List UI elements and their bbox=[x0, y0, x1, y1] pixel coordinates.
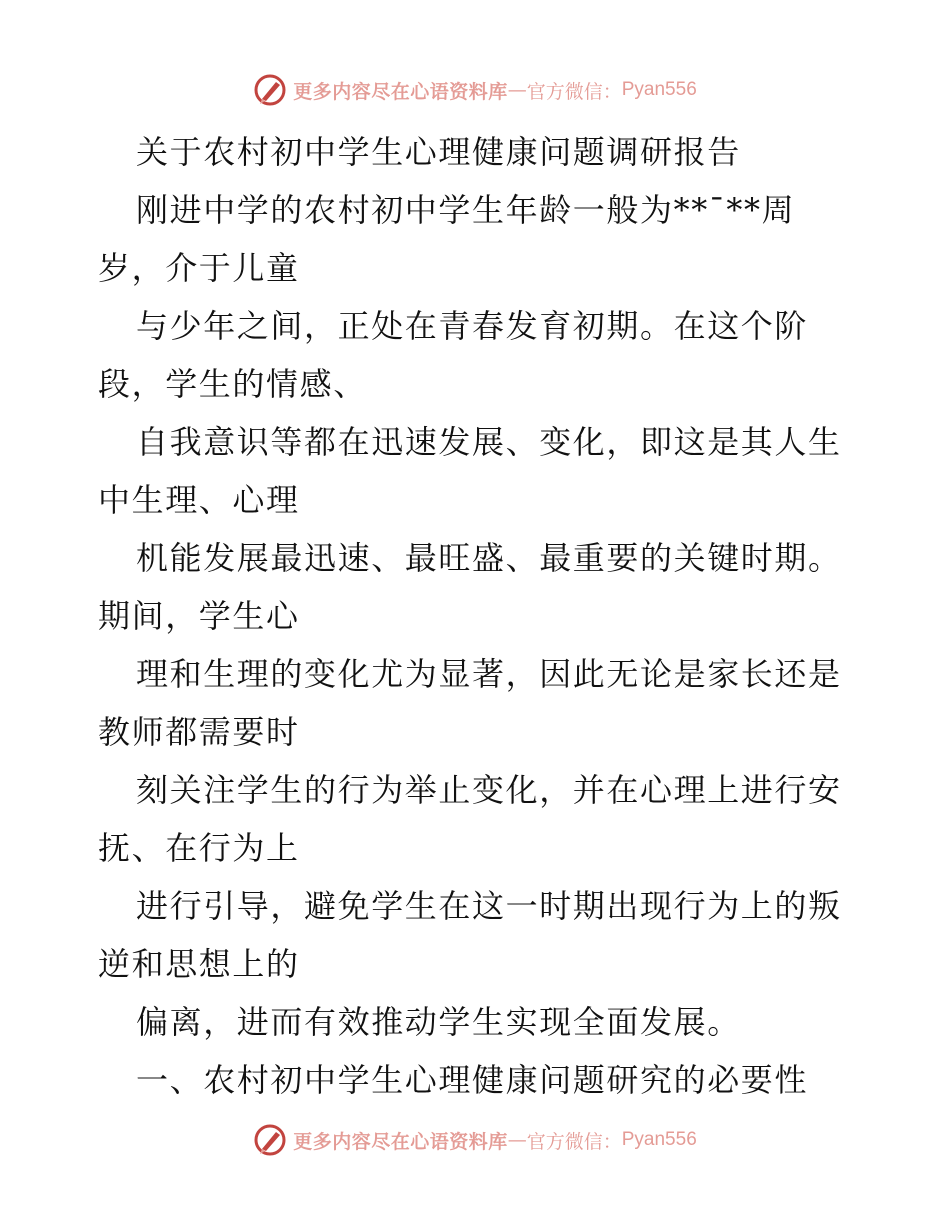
paragraph-line: 理和生理的变化尤为显著，因此无论是家长还是 bbox=[136, 655, 842, 693]
paragraph-line: 段，学生的情感、 bbox=[98, 365, 367, 403]
paragraph-line: 中生理、心理 bbox=[98, 481, 300, 519]
paragraph-line: 刚进中学的农村初中学生年龄一般为**¯**周 bbox=[136, 191, 796, 229]
paragraph-line: 期间，学生心 bbox=[98, 597, 300, 635]
paragraph-line: 抚、在行为上 bbox=[98, 829, 300, 867]
document-body bbox=[98, 123, 858, 1109]
pen-logo-icon bbox=[253, 1123, 287, 1157]
pen-logo-icon bbox=[253, 73, 287, 107]
footer-watermark-banner bbox=[0, 1120, 950, 1160]
banner-main-text: 更多内容尽在心语资料库 bbox=[293, 80, 508, 103]
banner-wechat-id: Pyan556 bbox=[621, 79, 697, 100]
banner-main-text: 更多内容尽在心语资料库 bbox=[293, 1130, 508, 1153]
section-heading: 一、农村初中学生心理健康问题研究的必要性 bbox=[136, 1061, 809, 1099]
paragraph-line: 教师都需要时 bbox=[98, 713, 300, 751]
header-watermark-banner bbox=[0, 70, 950, 110]
document-title: 关于农村初中学生心理健康问题调研报告 bbox=[136, 133, 741, 171]
banner-contact-label: 官方微信： bbox=[526, 80, 622, 103]
banner-wechat-id: Pyan556 bbox=[621, 1129, 697, 1150]
banner-separator: — bbox=[507, 79, 527, 101]
paragraph-line: 偏离，进而有效推动学生实现全面发展。 bbox=[136, 1003, 741, 1041]
banner-separator: — bbox=[507, 1129, 527, 1151]
banner-text bbox=[293, 77, 697, 104]
paragraph-line: 与少年之间，正处在青春发育初期。在这个阶 bbox=[136, 307, 809, 345]
banner-contact-label: 官方微信： bbox=[526, 1130, 622, 1153]
paragraph-line: 刻关注学生的行为举止变化，并在心理上进行安 bbox=[136, 771, 842, 809]
paragraph-line: 机能发展最迅速、最旺盛、最重要的关键时期。 bbox=[136, 539, 842, 577]
paragraph-line: 进行引导，避免学生在这一时期出现行为上的叛 bbox=[136, 887, 842, 925]
paragraph-line: 自我意识等都在迅速发展、变化，即这是其人生 bbox=[136, 423, 842, 461]
paragraph-line: 岁，介于儿童 bbox=[98, 249, 300, 287]
paragraph-line: 逆和思想上的 bbox=[98, 945, 300, 983]
banner-text bbox=[293, 1127, 697, 1154]
